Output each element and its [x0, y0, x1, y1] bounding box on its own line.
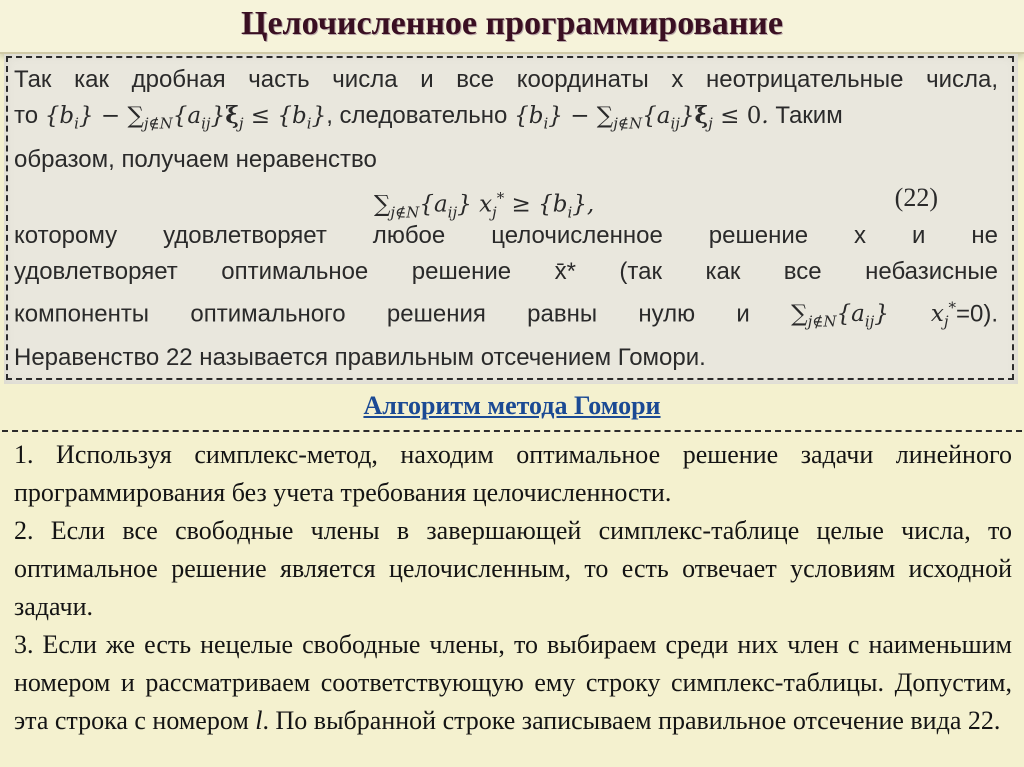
- scan-line-2: [14, 98, 998, 142]
- scan-line-5: удовлетворяет оптимальное решение x̄* (так как все небазисные: [14, 257, 998, 285]
- algorithm-step-1: 1. Используя симплекс-метод, находим оптимальное решение задачи линейного программирования без учета требования целочисленности.: [14, 440, 1012, 507]
- scan-line-6-tail: =0).: [955, 300, 998, 328]
- algorithm-step-3-after: . По выбранной строке записываем правильное отсечение вида 22.: [262, 706, 1001, 735]
- equation-number: (22): [894, 182, 938, 212]
- title-bar: [0, 0, 1024, 54]
- algorithm-step-3-before: 3. Если же есть нецелые свободные члены, то выбираем среди них член с наименьшим номером и рассматриваем соответствующую ему строку симплекс-таблицы. Допустим, эта строка с номером: [14, 630, 1012, 735]
- algorithm-heading-link[interactable]: Алгоритм метода Гомори: [363, 391, 661, 420]
- scan-line-6: [14, 290, 998, 340]
- scan-line-2-mid: , следовательно: [326, 102, 508, 129]
- scan-line-4: которому удовлетворяет любое целочисленное решение x и не: [14, 221, 998, 249]
- scan-line-6-lead: компоненты оптимального решения равны нулю и: [14, 300, 750, 328]
- scan-line-3: образом, получаем неравенство: [14, 145, 377, 173]
- equation-22-formula: $\sum_{j\notin N}\{a_{ij}\} x_j^* \ge \{b_i\}$,: [374, 188, 595, 221]
- scan-line-2-lead: то: [14, 102, 39, 129]
- inequality-formula-1: $\{b_i\} - \sum_{j\notin N}\{a_{ij}\}\xi_j \le \{b_i\}$: [44, 102, 327, 133]
- scanned-text-image: [4, 54, 1018, 384]
- slide-title: Целочисленное программирование: [241, 5, 783, 42]
- equation-22-row: [14, 178, 998, 221]
- sum-formula-inline: $\sum_{j\notin N}\{a_{ij}\}$ $x_j^*$: [791, 298, 956, 331]
- inequality-formula-2: $\{b_i\} - \sum_{j\notin N}\{a_{ij}\}\xi_j \le 0$.: [514, 102, 769, 133]
- scanned-text-frame: [6, 56, 1014, 380]
- scan-line-7: Неравенство 22 называется правильным отсечением Гомори.: [14, 343, 706, 371]
- scan-line-2-tail: Таким: [775, 102, 843, 129]
- scan-line-1: Так как дробная часть числа и все координаты x неотрицательные числа,: [14, 66, 998, 93]
- algorithm-step-3: [14, 626, 1012, 740]
- algorithm-step-2: 2. Если все свободные члены в завершающей симплекс-таблице целые числа, то оптимальное решение является целочисленным, то есть отвечает условиям исходной задачи.: [14, 516, 1012, 621]
- row-index-variable: l: [255, 706, 263, 735]
- algorithm-steps: [2, 430, 1022, 767]
